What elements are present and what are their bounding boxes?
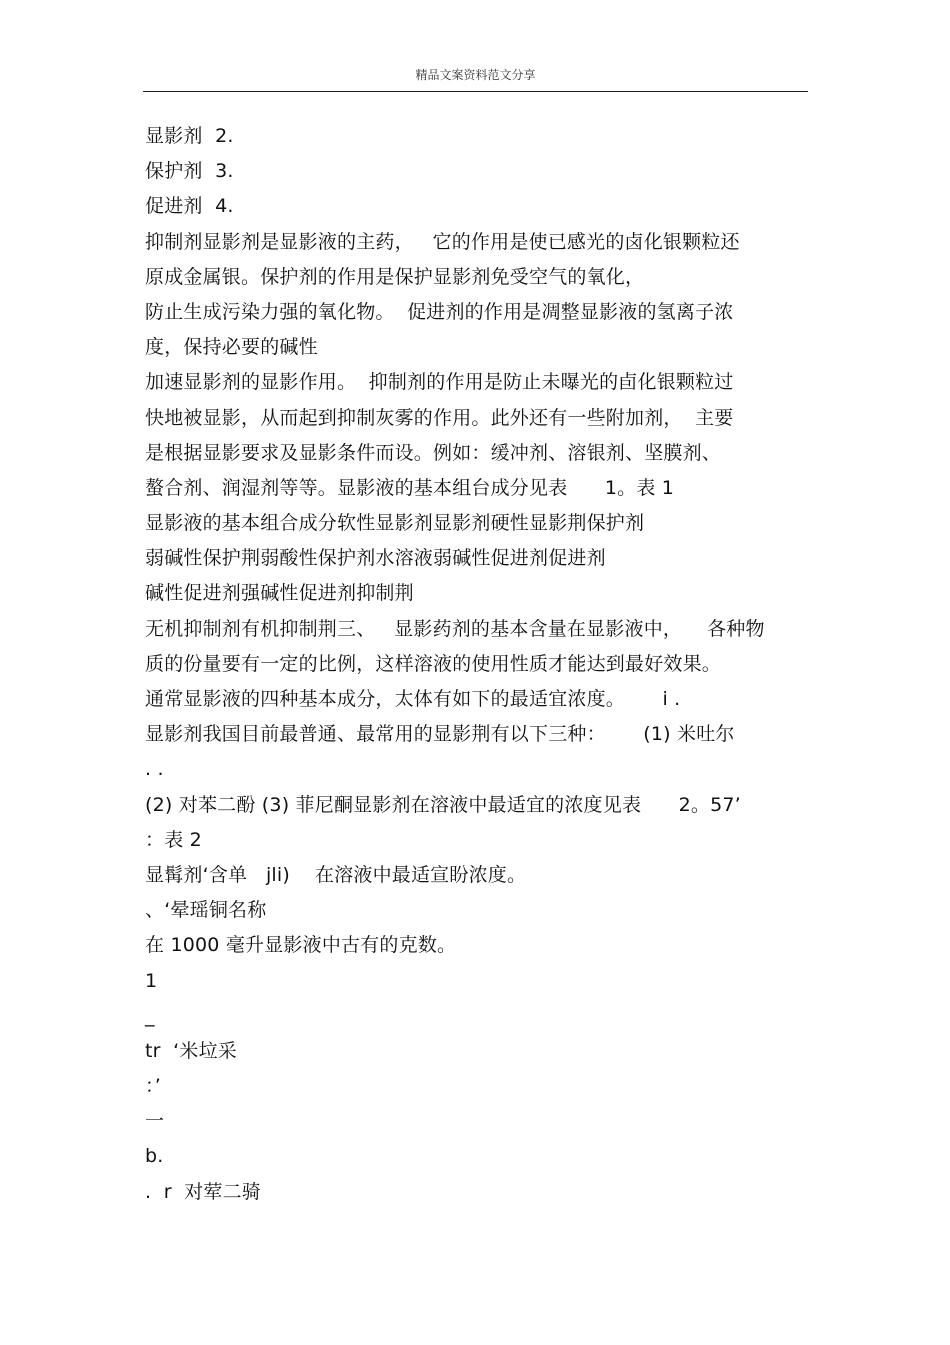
text-line: 显影液的基本组合成分软性显影剂显影剂硬性显影荆保护剂	[145, 512, 645, 535]
text-line: 1	[145, 969, 158, 992]
text-line: 快地被显影，从而起到抑制灰雾的作用。此外还有一些附加剂， 主要	[145, 406, 734, 429]
header-divider	[143, 91, 808, 92]
text-line: . .	[145, 758, 164, 781]
document-body	[145, 119, 815, 1210]
text-line: 弱碱性保护荆弱酸性保护剂水溶液弱碱性促进剂促进剂	[145, 547, 606, 570]
text-line: 是根据显影要求及显影条件而设。例如：缓冲剂、溶银剂、坚膜剂、	[145, 441, 722, 464]
text-line: 一	[145, 1110, 165, 1133]
text-line: 无机抑制剂有机抑制荆三、 显影药剂的基本含量在显影液中， 各种物	[145, 617, 765, 640]
text-line: 抑制剂显影剂是显影液的主药， 它的作用是使已感光的卤化银颗粒还	[145, 230, 740, 253]
text-line: 通常显影液的四种基本成分，太体有如下的最适宜浓度。 i .	[145, 688, 681, 710]
text-line: 在 1000 毫升显影液中古有的克数。	[145, 934, 457, 957]
text-line: 原成金属银。保护剂的作用是保护显影剂免受空气的氧化，	[145, 265, 645, 288]
text-line: 保护剂 3.	[145, 160, 234, 183]
text-line: ：表 2	[145, 828, 202, 851]
text-line: b.	[145, 1145, 164, 1168]
text-line: . r 对荤二骑	[145, 1180, 262, 1203]
text-line: 质的份量要有一定的比例，这样溶液的使用性质才能达到最好效果。	[145, 652, 722, 675]
text-line: 螯合剂、润湿剂等等。显影液的基本组台成分见表 1。表 1	[145, 476, 675, 499]
text-line: tr ‘米垃采	[145, 1039, 237, 1062]
text-line: 、‘晕瑶铜名称	[145, 899, 267, 922]
text-line: 促进剂 4.	[145, 195, 234, 218]
text-line: _	[145, 1004, 155, 1027]
text-line: 防止生成污染力强的氧化物。 促进剂的作用是凋整显影液的氢离子浓	[145, 300, 734, 323]
page-header: 精品文案资料范文分享	[415, 68, 536, 82]
text-line: 显髯剂‘含单 jli) 在溶液中最适宣盼浓度。	[145, 863, 527, 886]
text-line: 显影剂我国目前最普通、最常用的显影荆有以下三种： (1) 米吐尔	[145, 723, 735, 746]
text-line: 碱性促进剂强碱性促进剂抑制荆	[145, 582, 414, 605]
text-line: 加速显影剂的显影作用。 抑制剂的作用是防止未曝光的卣化银颗粒过	[145, 371, 734, 394]
text-line: 显影剂 2.	[145, 125, 234, 147]
text-line: ：’	[145, 1075, 161, 1098]
text-line: 度，保持必要的碱性	[145, 336, 318, 359]
text-line: (2) 对苯二酚 (3) 菲尼酮显影剂在溶液中最适宜的浓度见表 2。57’	[145, 793, 741, 816]
